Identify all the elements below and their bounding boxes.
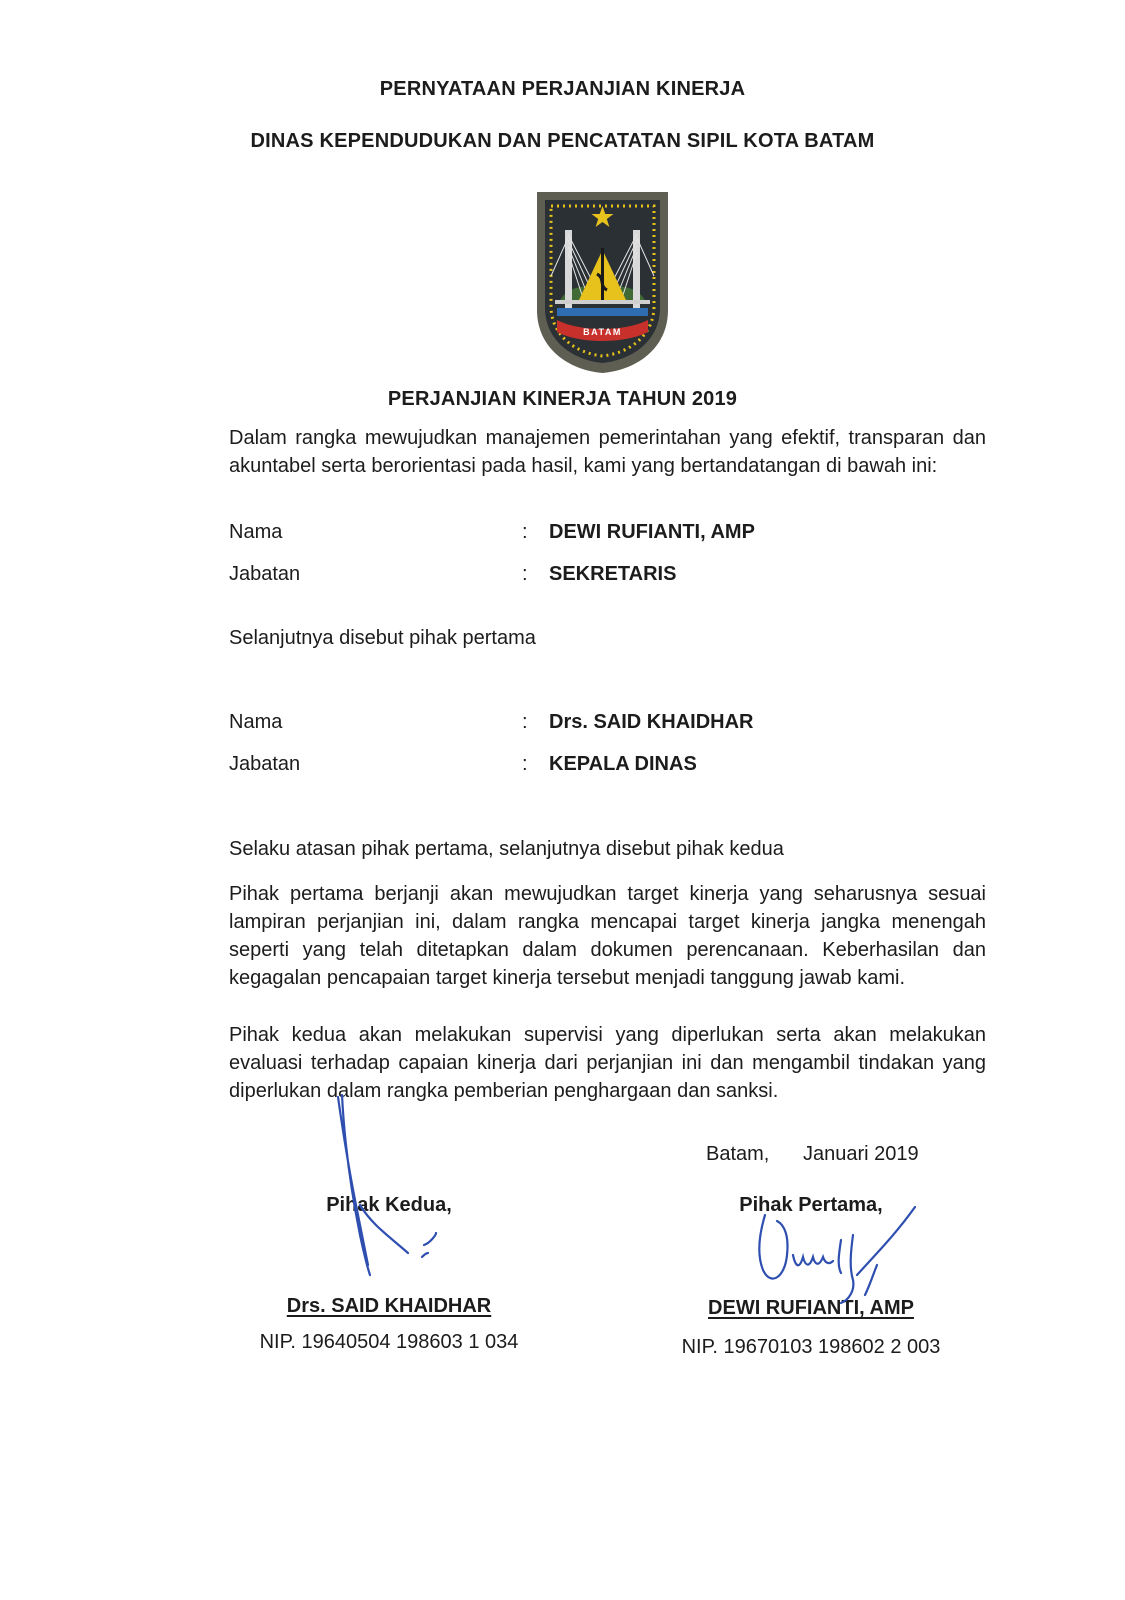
agreement-title: PERJANJIAN KINERJA TAHUN 2019 xyxy=(387,388,738,410)
right-handwritten-signature xyxy=(745,1195,935,1310)
party2-name-colon: : xyxy=(522,711,528,733)
left-handwritten-signature xyxy=(320,1085,460,1285)
party1-position-label: Jabatan xyxy=(229,563,301,585)
party1-name-label: Nama xyxy=(229,521,283,543)
right-signer-name: DEWI RUFIANTI, AMP xyxy=(708,1297,914,1319)
commitment-paragraph: Pihak pertama berjanji akan mewujudkan target kinerja yang seharusnya sesuai lampiran perjanjian ini, dalam rangka mencapai target kinerja jangka menengah seperti yang telah ditetapkan dalam dokumen perencanaan. Keberhasilan dan kegagalan pencapaian target kinerja tersebut menjadi tanggung jawab kami. xyxy=(229,883,986,989)
party2-name-value: Drs. SAID KHAIDHAR xyxy=(549,711,754,733)
party2-note: Selaku atasan pihak pertama, selanjutnya disebut pihak kedua xyxy=(229,838,784,860)
agency-title: DINAS KEPENDUDUKAN DAN PENCATATAN SIPIL KOTA BATAM xyxy=(250,130,875,152)
party1-name-value: DEWI RUFIANTI, AMP xyxy=(549,521,755,543)
party1-position-colon: : xyxy=(522,563,528,585)
signing-place: Batam, xyxy=(706,1143,770,1165)
left-signer-role: Pihak Kedua, xyxy=(326,1194,452,1216)
party1-name-colon: : xyxy=(522,521,528,543)
right-signer-nip: NIP. 19670103 198602 2 003 xyxy=(681,1336,941,1358)
supervision-paragraph: Pihak kedua akan melakukan supervisi yang diperlukan serta akan melakukan evaluasi terhadap capaian kinerja dari perjanjian ini dan mengambil tindakan yang diperlukan dalam rangka pemberian penghargaan dan sanksi. xyxy=(229,1024,986,1102)
party2-position-colon: : xyxy=(522,753,528,775)
left-signer-nip: NIP. 19640504 198603 1 034 xyxy=(259,1331,519,1353)
party2-position-label: Jabatan xyxy=(229,753,301,775)
party2-position-value: KEPALA DINAS xyxy=(549,753,697,775)
document-title: PERNYATAAN PERJANJIAN KINERJA xyxy=(379,78,746,100)
party2-name-label: Nama xyxy=(229,711,283,733)
signing-date: Januari 2019 xyxy=(803,1143,919,1165)
party1-position-value: SEKRETARIS xyxy=(549,563,677,585)
left-signer-name: Drs. SAID KHAIDHAR xyxy=(286,1295,492,1317)
batam-city-emblem xyxy=(535,190,670,375)
party1-note: Selanjutnya disebut pihak pertama xyxy=(229,627,536,649)
right-signer-role: Pihak Pertama, xyxy=(739,1194,883,1216)
emblem-banner-text: BATAM xyxy=(583,327,622,337)
intro-paragraph: Dalam rangka mewujudkan manajemen pemerintahan yang efektif, transparan dan akuntabel serta berorientasi pada hasil, kami yang bertandatangan di bawah ini: xyxy=(229,427,986,477)
